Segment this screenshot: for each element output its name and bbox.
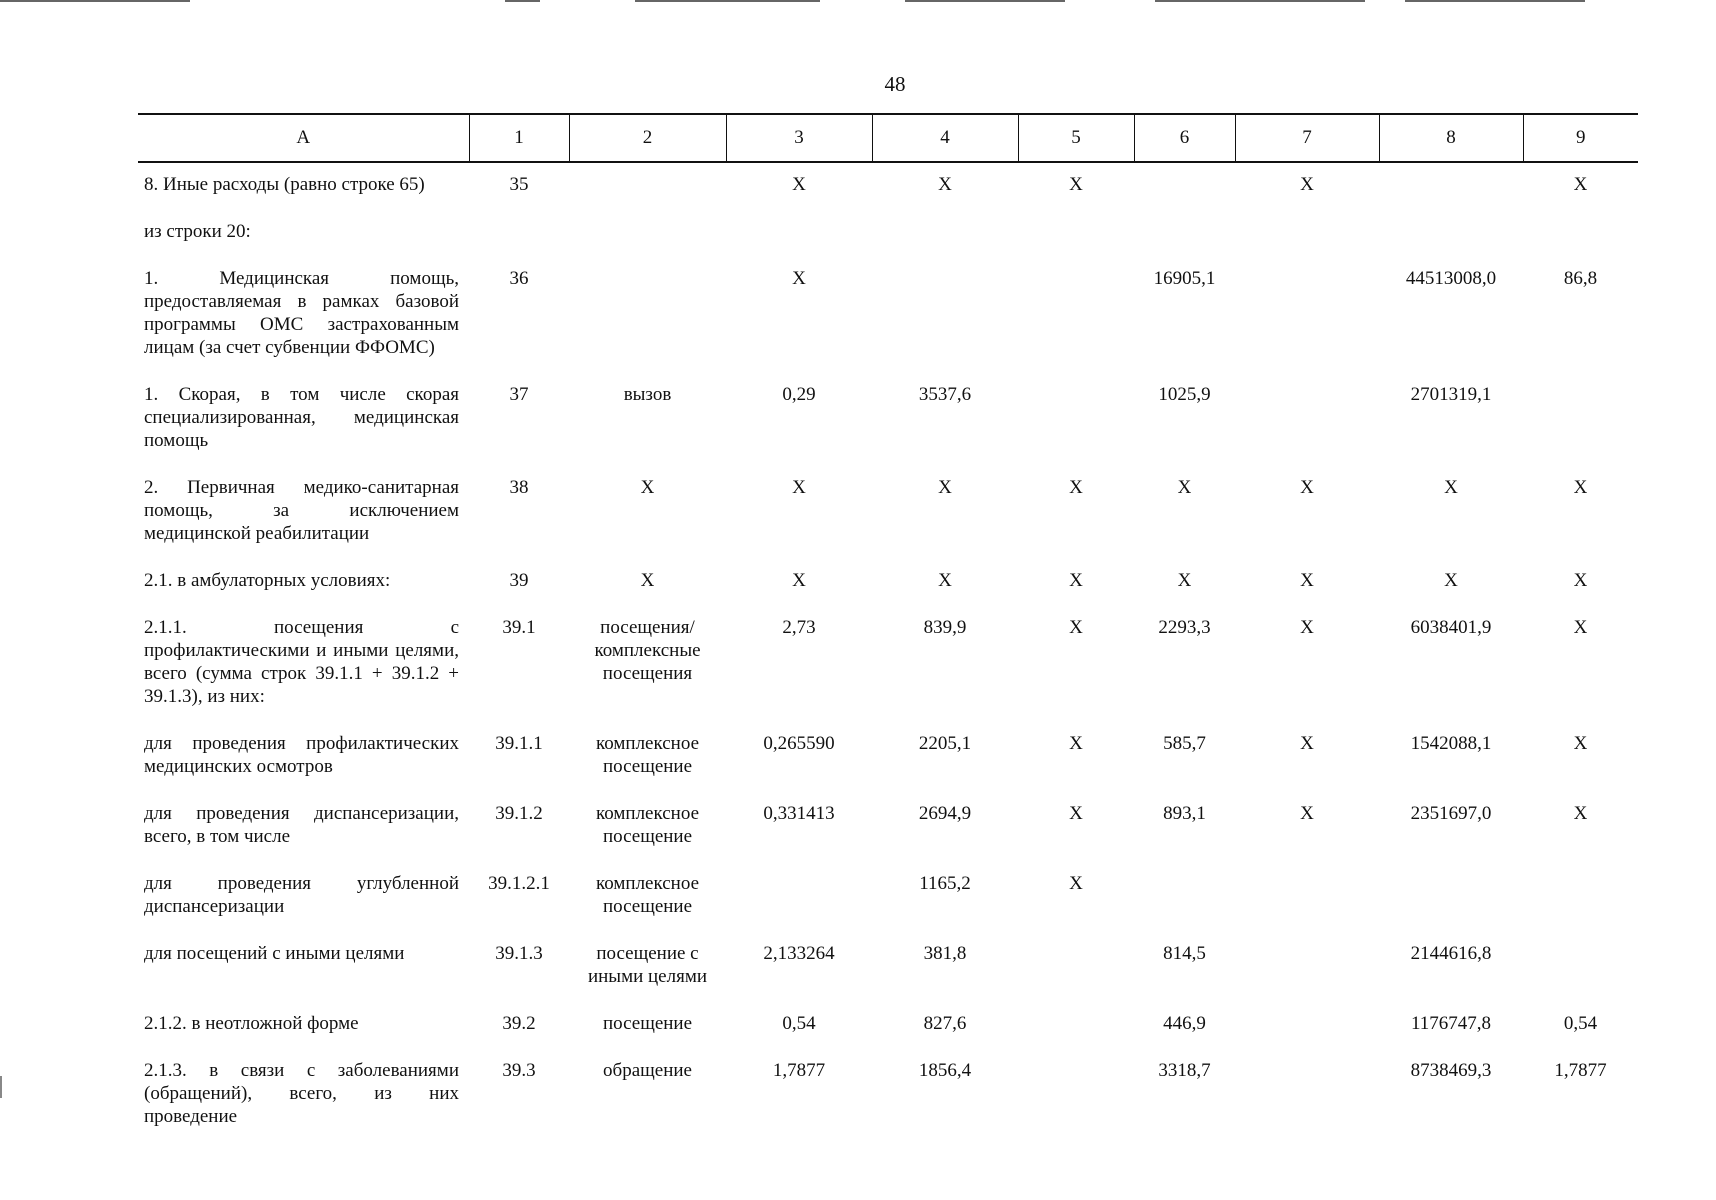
- table-cell: 39: [509, 570, 529, 591]
- table-cell: Х: [938, 570, 952, 591]
- scan-mark: [0, 1076, 2, 1098]
- table-cell: [1523, 932, 1638, 1002]
- table-cell: 1,7877: [772, 1060, 826, 1081]
- table-cell: [1235, 862, 1379, 932]
- column-header: A: [138, 114, 469, 162]
- row-label: для проведения углубленной диспансеризации: [144, 873, 459, 917]
- table-cell: 16905,1: [1153, 268, 1216, 289]
- table-cell: Х: [1573, 174, 1588, 195]
- table-cell: Х: [640, 570, 655, 591]
- table-cell: 44513008,0: [1405, 268, 1497, 289]
- table-cell: 3537,6: [918, 384, 972, 405]
- table-cell: [1379, 862, 1523, 932]
- column-header: 1: [469, 114, 569, 162]
- table-cell: 893,1: [1163, 803, 1206, 824]
- table-row: [138, 1002, 1638, 1049]
- table-cell: [1235, 1049, 1379, 1142]
- table-cell: 2351697,0: [1410, 803, 1492, 824]
- table-cell: Х: [1069, 873, 1083, 894]
- table-cell: [1523, 210, 1638, 257]
- row-label: для проведения профилактических медицинских осмотров: [144, 733, 459, 777]
- table-cell: 1165,2: [919, 873, 971, 894]
- page-number: 48: [884, 72, 906, 96]
- table-cell: посещение: [602, 1013, 693, 1034]
- table-cell: Х: [1444, 570, 1458, 591]
- table-cell: [1018, 257, 1134, 373]
- table-cell: Х: [1300, 803, 1314, 824]
- table-cell: [1235, 1002, 1379, 1049]
- row-label: 1. Скорая, в том числе скорая специализированная, медицинская помощь: [144, 384, 459, 451]
- table-cell: 39.2: [502, 1013, 536, 1034]
- table-cell: 0,265590: [763, 733, 835, 754]
- table-row: [138, 722, 1638, 792]
- row-label: 2.1.3. в связи с заболеваниями (обращений), всего, из них проведение: [144, 1060, 459, 1127]
- column-header: 5: [1018, 114, 1134, 162]
- table-cell: 36: [509, 268, 529, 289]
- table-cell: Х: [1177, 477, 1192, 498]
- row-label: из строки 20:: [144, 221, 251, 242]
- table-cell: 39.1.2.1: [488, 873, 550, 894]
- table-row: [138, 862, 1638, 932]
- scan-top-edge: [0, 0, 1716, 2]
- table-cell: Х: [1300, 617, 1314, 638]
- column-header: 9: [1523, 114, 1638, 162]
- table-cell: [1134, 862, 1235, 932]
- table-cell: 38: [509, 477, 529, 498]
- table-cell: Х: [938, 174, 952, 195]
- column-header: 2: [569, 114, 726, 162]
- table-cell: [726, 862, 872, 932]
- column-header: 4: [872, 114, 1018, 162]
- table-cell: Х: [792, 477, 806, 498]
- table-cell: посещение с иными целями: [587, 943, 708, 987]
- table-cell: 39.3: [502, 1060, 536, 1081]
- table-row: [138, 466, 1638, 559]
- table-row: [138, 606, 1638, 722]
- table-cell: Х: [1444, 477, 1458, 498]
- table-cell: [872, 257, 1018, 373]
- table-cell: Х: [1069, 477, 1083, 498]
- table-cell: вызов: [623, 384, 672, 405]
- table-row: [138, 1049, 1638, 1142]
- table-cell: 39.1.3: [495, 943, 543, 964]
- table-cell: Х: [1573, 617, 1588, 638]
- table-cell: [1018, 932, 1134, 1002]
- table-cell: 2694,9: [918, 803, 972, 824]
- table-cell: 39.1: [502, 617, 536, 638]
- table-cell: Х: [1573, 570, 1588, 591]
- table-row: [138, 559, 1638, 606]
- table-row: [138, 932, 1638, 1002]
- table-cell: Х: [640, 477, 655, 498]
- table-cell: 585,7: [1163, 733, 1206, 754]
- column-header: 6: [1134, 114, 1235, 162]
- table-cell: Х: [1573, 477, 1588, 498]
- table-row: [138, 162, 1638, 210]
- table-cell: [469, 210, 569, 257]
- table-cell: Х: [1177, 570, 1192, 591]
- table-cell: 1542088,1: [1410, 733, 1492, 754]
- table-cell: Х: [1069, 174, 1083, 195]
- row-label: 1. Медицинская помощь, предоставляемая в рамках базовой программы ОМС застрахованным лицам (за счет субвенции ФФОМС): [144, 268, 459, 358]
- table-cell: [569, 210, 726, 257]
- table-cell: 39.1.2: [495, 803, 543, 824]
- table-cell: Х: [1069, 617, 1083, 638]
- table-cell: 35: [509, 174, 529, 195]
- table-cell: [1018, 210, 1134, 257]
- header-row: [138, 114, 1638, 162]
- table-cell: посещения/ комплексные посещения: [594, 617, 701, 684]
- row-label: 2.1.1. посещения с профилактическими и иными целями, всего (сумма строк 39.1.1 + 39.1.2 + 39.1.3), из них:: [144, 617, 459, 707]
- table-cell: Х: [792, 174, 806, 195]
- row-label: для проведения диспансеризации, всего, в том числе: [144, 803, 459, 847]
- table-cell: [1134, 210, 1235, 257]
- table-cell: [1134, 162, 1235, 210]
- row-label: 2.1. в амбулаторных условиях:: [144, 570, 391, 591]
- table-cell: 446,9: [1163, 1013, 1206, 1034]
- column-header: 7: [1235, 114, 1379, 162]
- table-cell: 6038401,9: [1410, 617, 1492, 638]
- table-cell: [1018, 373, 1134, 466]
- table-cell: [569, 162, 726, 210]
- table-cell: [1235, 932, 1379, 1002]
- table-cell: Х: [792, 570, 806, 591]
- table-cell: 2293,3: [1158, 617, 1211, 638]
- row-label: 2.1.2. в неотложной форме: [144, 1013, 359, 1034]
- table-cell: Х: [1069, 733, 1083, 754]
- row-label: 2. Первичная медико-санитарная помощь, за исключением медицинской реабилитации: [144, 477, 459, 544]
- table-cell: 86,8: [1563, 268, 1598, 289]
- table-cell: 0,29: [782, 384, 816, 405]
- table-cell: 1176747,8: [1410, 1013, 1492, 1034]
- table-row: [138, 210, 1638, 257]
- table-cell: 39.1.1: [495, 733, 543, 754]
- table-cell: Х: [1069, 570, 1083, 591]
- table-cell: 1025,9: [1158, 384, 1211, 405]
- table-cell: Х: [1069, 803, 1083, 824]
- table-cell: 2144616,8: [1410, 943, 1492, 964]
- column-header: 3: [726, 114, 872, 162]
- table-cell: 2,73: [782, 617, 816, 638]
- table-cell: 2701319,1: [1410, 384, 1492, 405]
- table-cell: 381,8: [923, 943, 967, 964]
- table-cell: Х: [938, 477, 952, 498]
- row-label: для посещений с иными целями: [144, 943, 405, 964]
- table-cell: 839,9: [923, 617, 967, 638]
- table-cell: [1379, 162, 1523, 210]
- table-cell: [726, 210, 872, 257]
- table-cell: комплексное посещение: [595, 803, 700, 847]
- table-cell: 8738469,3: [1410, 1060, 1492, 1081]
- table-cell: комплексное посещение: [595, 873, 700, 917]
- table-cell: 0,54: [782, 1013, 816, 1034]
- column-header: 8: [1379, 114, 1523, 162]
- table-cell: 37: [509, 384, 529, 405]
- row-label: 8. Иные расходы (равно строке 65): [144, 174, 425, 195]
- table-cell: Х: [1573, 733, 1588, 754]
- table-row: [138, 792, 1638, 862]
- table-cell: Х: [1300, 570, 1314, 591]
- table-cell: 1,7877: [1554, 1060, 1607, 1081]
- table-cell: Х: [792, 268, 806, 289]
- table-cell: Х: [1300, 733, 1314, 754]
- table-cell: Х: [1300, 477, 1314, 498]
- table-cell: 827,6: [923, 1013, 967, 1034]
- table-cell: 0,54: [1563, 1013, 1598, 1034]
- report-table: [138, 113, 1638, 1142]
- table-cell: [872, 210, 1018, 257]
- table-cell: [1018, 1049, 1134, 1142]
- table-cell: 3318,7: [1158, 1060, 1211, 1081]
- table-cell: [1235, 257, 1379, 373]
- table-cell: 0,331413: [763, 803, 835, 824]
- table-cell: [1523, 862, 1638, 932]
- table-cell: 2205,1: [918, 733, 972, 754]
- table-cell: 814,5: [1163, 943, 1206, 964]
- table-cell: [1235, 210, 1379, 257]
- table-cell: [569, 257, 726, 373]
- table-row: [138, 257, 1638, 373]
- table-cell: [1018, 1002, 1134, 1049]
- table-body: [138, 162, 1638, 1142]
- table-cell: [1379, 210, 1523, 257]
- table-cell: Х: [1573, 803, 1588, 824]
- table-cell: [1523, 373, 1638, 466]
- table-cell: Х: [1300, 174, 1314, 195]
- table-cell: 2,133264: [763, 943, 835, 964]
- table-row: [138, 373, 1638, 466]
- table-cell: комплексное посещение: [595, 733, 700, 777]
- table-cell: 1856,4: [918, 1060, 972, 1081]
- table-cell: обращение: [603, 1060, 692, 1081]
- table-cell: [1235, 373, 1379, 466]
